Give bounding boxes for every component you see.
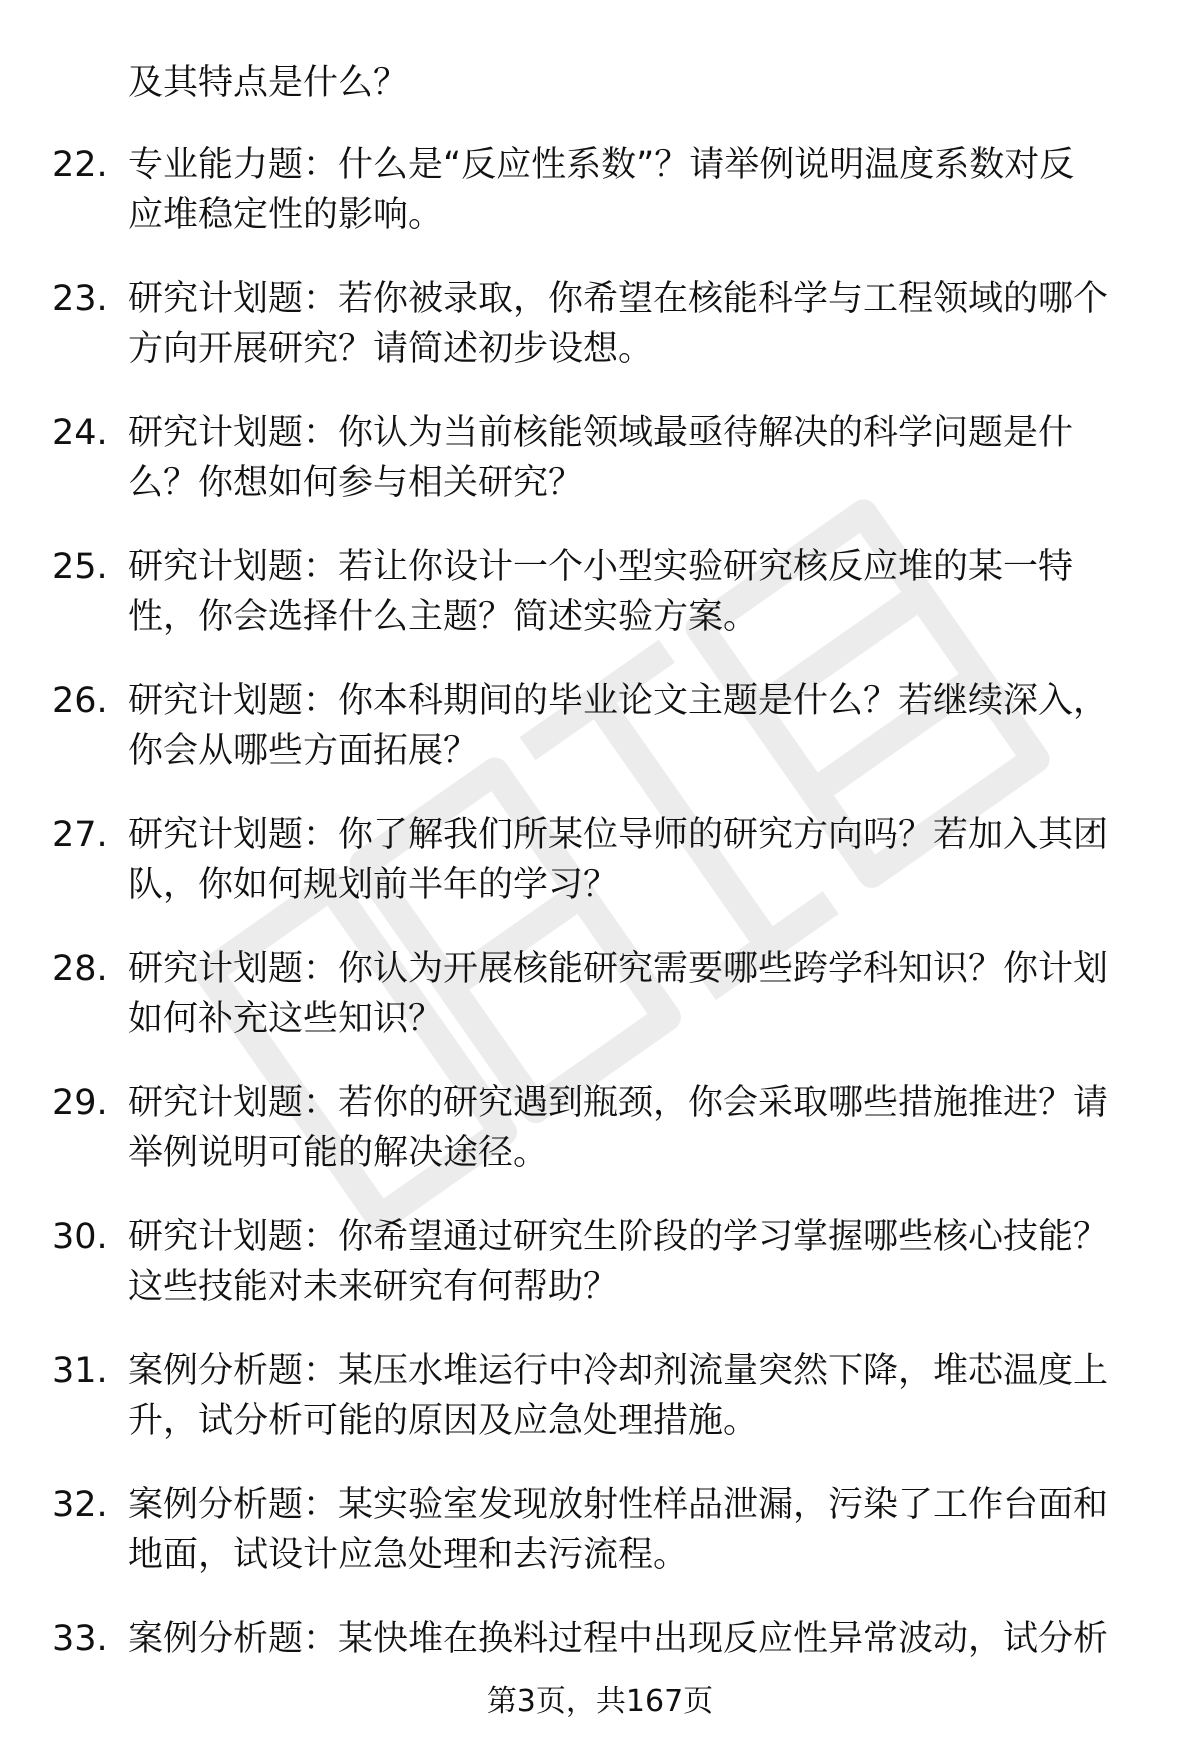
question-line: 应堆稳定性的影响。 — [128, 195, 444, 235]
question-line: 研究计划题：你本科期间的毕业论文主题是什么？若继续深入， — [128, 681, 1109, 721]
question-line: 么？你想如何参与相关研究？ — [128, 463, 584, 503]
question-line: 如何补充这些知识？ — [128, 999, 444, 1039]
question-line: 案例分析题：某快堆在换料过程中出现反应性异常波动，试分析 — [128, 1619, 1109, 1659]
question-line: 升，试分析可能的原因及应急处理措施。 — [128, 1401, 759, 1441]
question-item — [0, 542, 1200, 676]
question-text — [128, 1078, 1138, 1178]
question-line: 研究计划题：你认为开展核能研究需要哪些跨学科知识？你计划 — [128, 949, 1109, 989]
question-item — [0, 1346, 1200, 1480]
question-line: 案例分析题：某压水堆运行中冷却剂流量突然下降，堆芯温度上 — [128, 1351, 1109, 1391]
question-item — [0, 140, 1200, 274]
question-number: 24. — [52, 413, 108, 453]
question-number: 27. — [52, 815, 108, 855]
page-footer: 第3页，共167页 — [486, 1684, 714, 1719]
question-text — [128, 140, 1138, 240]
question-line: 研究计划题：你了解我们所某位导师的研究方向吗？若加入其团 — [128, 815, 1109, 855]
question-text — [128, 408, 1138, 508]
question-text — [128, 542, 1138, 642]
question-number: 33. — [52, 1619, 108, 1659]
question-item — [0, 1614, 1200, 1748]
question-number: 31. — [52, 1351, 108, 1391]
question-line: 研究计划题：若让你设计一个小型实验研究核反应堆的某一特 — [128, 547, 1074, 587]
question-line: 专业能力题：什么是“反应性系数”？请举例说明温度系数对反 — [128, 145, 1075, 185]
question-item — [0, 408, 1200, 542]
question-line: 这些技能对未来研究有何帮助？ — [128, 1267, 619, 1307]
question-text — [128, 944, 1138, 1044]
question-line: 你会从哪些方面拓展？ — [128, 731, 479, 771]
question-line: 队，你如何规划前半年的学习？ — [128, 865, 619, 905]
question-line: 性，你会选择什么主题？简述实验方案。 — [128, 597, 759, 637]
question-text — [128, 274, 1138, 374]
question-number: 29. — [52, 1083, 108, 1123]
question-line: 研究计划题：你希望通过研究生阶段的学习掌握哪些核心技能？ — [128, 1217, 1109, 1257]
question-item — [0, 944, 1200, 1078]
question-number: 26. — [52, 681, 108, 721]
question-item — [0, 1480, 1200, 1614]
question-line: 地面，试设计应急处理和去污流程。 — [128, 1535, 689, 1575]
question-number: 30. — [52, 1217, 108, 1257]
question-item — [0, 1078, 1200, 1212]
question-number: 23. — [52, 279, 108, 319]
question-item — [0, 274, 1200, 408]
continuation-text: 及其特点是什么？ — [128, 63, 409, 103]
question-number: 22. — [52, 145, 108, 185]
question-line: 研究计划题：若你被录取，你希望在核能科学与工程领域的哪个 — [128, 279, 1109, 319]
question-number: 32. — [52, 1485, 108, 1525]
question-line: 举例说明可能的解决途径。 — [128, 1133, 549, 1173]
question-text — [128, 1614, 1138, 1664]
question-number: 25. — [52, 547, 108, 587]
question-text — [128, 676, 1138, 776]
question-line: 研究计划题：你认为当前核能领域最亟待解决的科学问题是什 — [128, 413, 1074, 453]
question-number: 28. — [52, 949, 108, 989]
question-item — [0, 676, 1200, 810]
question-line: 方向开展研究？请简述初步设想。 — [128, 329, 654, 369]
question-item — [0, 810, 1200, 944]
question-item — [0, 1212, 1200, 1346]
question-list — [0, 140, 1200, 1748]
question-text — [128, 1212, 1138, 1312]
question-text — [128, 1346, 1138, 1446]
question-text — [128, 810, 1138, 910]
question-line: 案例分析题：某实验室发现放射性样品泄漏，污染了工作台面和 — [128, 1485, 1109, 1525]
question-line: 研究计划题：若你的研究遇到瓶颈，你会采取哪些措施推进？请 — [128, 1083, 1109, 1123]
question-text — [128, 1480, 1138, 1580]
